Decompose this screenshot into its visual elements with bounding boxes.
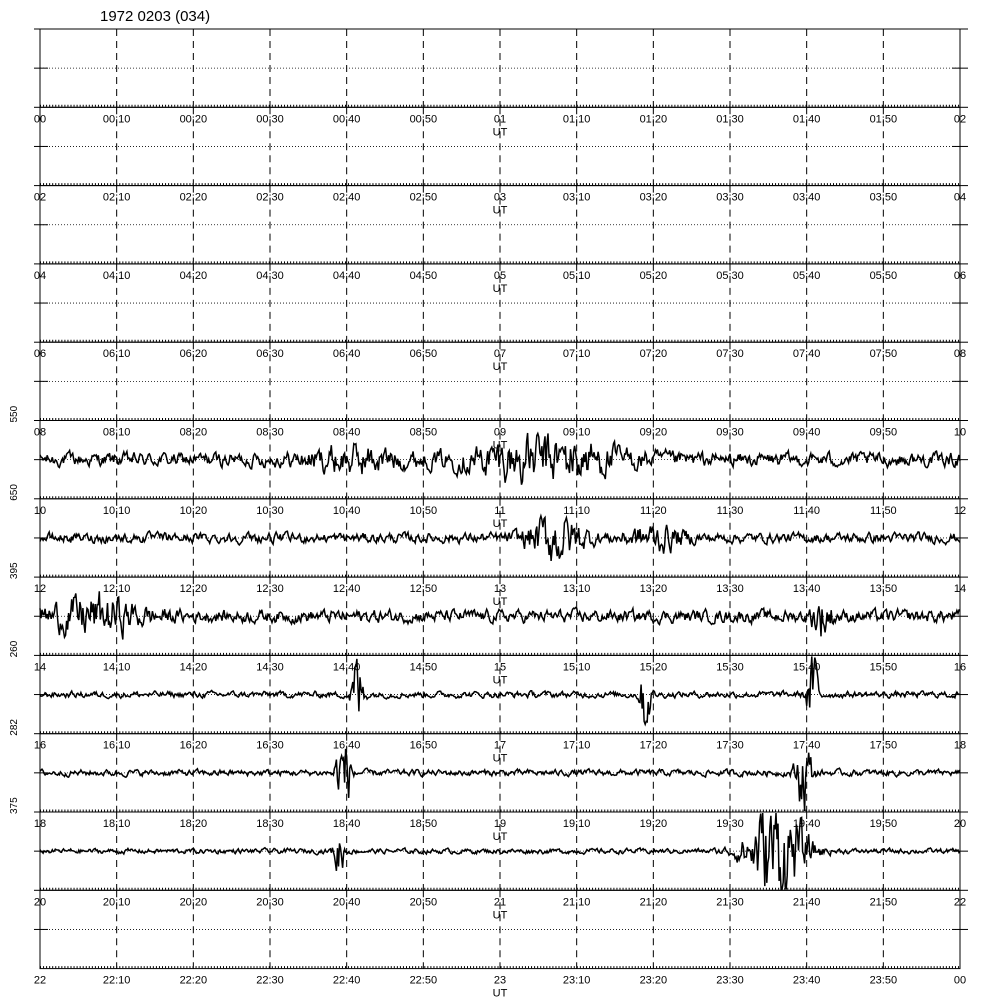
tick-label: 11:10 <box>563 504 591 517</box>
x-axis-label: UT <box>492 831 508 843</box>
tick-label: 16:30 <box>256 739 284 752</box>
tick-label: 10 <box>33 504 47 517</box>
tick-label: 06 <box>33 348 47 361</box>
tick-label: 20:30 <box>256 896 284 909</box>
x-axis-label: UT <box>492 439 508 452</box>
tick-label: 00:40 <box>332 113 361 126</box>
tick-label: 22:20 <box>179 974 208 987</box>
x-axis-label: UT <box>492 596 508 609</box>
tick-label: 02:40 <box>332 191 361 204</box>
x-axis-label: UT <box>492 517 508 530</box>
tick-label: 08:20 <box>179 426 208 439</box>
tick-label: 03 <box>493 191 507 204</box>
tick-label: 17:30 <box>716 739 744 752</box>
tick-label: 14:40 <box>332 661 361 674</box>
tick-label: 22:40 <box>332 974 361 987</box>
tick-label: 18:30 <box>256 818 284 830</box>
tick-label: 00:20 <box>179 113 208 126</box>
tick-label: 21:30 <box>716 896 744 909</box>
tick-label: 04:40 <box>332 269 361 282</box>
tick-label: 02:10 <box>102 191 131 204</box>
tick-label: 23:30 <box>716 974 744 987</box>
tick-label: 04:50 <box>409 269 438 282</box>
tick-label: 15 <box>493 661 507 674</box>
tick-label: 05:40 <box>792 269 821 282</box>
tick-label: 20:50 <box>409 896 438 909</box>
row-gain-label: 650 <box>9 484 20 501</box>
tick-label: 18:10 <box>102 818 131 830</box>
tick-label: 13:40 <box>792 583 821 596</box>
tick-label: 05:50 <box>869 269 898 282</box>
row-gain-label: 550 <box>9 405 20 423</box>
tick-label: 20 <box>953 818 967 830</box>
tick-label: 13:10 <box>562 583 591 596</box>
tick-label: 15:40 <box>792 661 821 674</box>
tick-label: 09:30 <box>716 426 744 439</box>
tick-label: 02 <box>953 113 967 126</box>
tick-label: 11:30 <box>716 504 744 517</box>
tick-label: 11:20 <box>639 504 667 517</box>
tick-label: 21:50 <box>869 896 898 909</box>
tick-label: 23:10 <box>562 974 591 987</box>
tick-label: 10:20 <box>179 504 208 517</box>
tick-label: 07 <box>493 348 507 361</box>
tick-label: 01:10 <box>562 113 591 126</box>
tick-label: 17 <box>493 739 507 752</box>
tick-label: 10:10 <box>102 504 131 517</box>
tick-label: 09:20 <box>639 426 668 439</box>
tick-label: 00 <box>953 974 967 987</box>
tick-label: 08:10 <box>102 426 131 439</box>
tick-label: 14:10 <box>102 661 131 674</box>
tick-label: 13:30 <box>716 583 744 596</box>
tick-label: 13 <box>493 583 507 596</box>
tick-label: 09:40 <box>792 426 821 439</box>
tick-label: 16:20 <box>179 739 208 752</box>
tick-label: 22 <box>953 896 967 909</box>
tick-label: 01:20 <box>639 113 668 126</box>
tick-label: 04 <box>953 191 967 204</box>
tick-label: 09:10 <box>562 426 591 439</box>
tick-label: 01:50 <box>869 113 898 126</box>
tick-label: 03:20 <box>639 191 668 204</box>
tick-label: 08:30 <box>256 426 284 439</box>
tick-label: 21:40 <box>792 896 821 909</box>
tick-label: 19:20 <box>639 818 668 830</box>
tick-label: 12:40 <box>332 583 361 596</box>
x-axis-label: UT <box>492 361 508 374</box>
tick-label: 18 <box>953 739 967 752</box>
x-axis-label: UT <box>492 204 508 217</box>
tick-label: 18:20 <box>179 818 208 830</box>
tick-label: 18:50 <box>409 818 438 830</box>
tick-label: 04 <box>33 269 47 282</box>
tick-label: 20:20 <box>179 896 208 909</box>
tick-label: 21 <box>493 896 507 909</box>
tick-label: 15:30 <box>716 661 744 674</box>
tick-label: 00:50 <box>409 113 438 126</box>
tick-label: 06:30 <box>256 348 284 361</box>
tick-label: 23:50 <box>869 974 898 987</box>
tick-label: 14:30 <box>256 661 284 674</box>
tick-label: 08:40 <box>332 426 361 439</box>
tick-label: 19:50 <box>869 818 898 830</box>
tick-label: 14 <box>953 583 967 596</box>
x-axis-label: UT <box>492 909 508 922</box>
tick-label: 10 <box>953 426 967 439</box>
row-gain-label: 395 <box>9 562 20 580</box>
tick-label: 00:30 <box>256 113 284 126</box>
tick-label: 11:40 <box>793 504 821 517</box>
tick-label: 02 <box>33 191 47 204</box>
tick-label: 07:40 <box>792 348 821 361</box>
tick-label: 06:20 <box>179 348 208 361</box>
tick-label: 12:20 <box>179 583 208 596</box>
tick-label: 07:30 <box>716 348 744 361</box>
tick-label: 06 <box>953 269 967 282</box>
x-axis-label: UT <box>492 126 508 139</box>
tick-label: 05:20 <box>639 269 668 282</box>
tick-label: 10:40 <box>332 504 361 517</box>
tick-label: 10:50 <box>409 504 438 517</box>
tick-label: 16:40 <box>332 739 361 752</box>
row-gain-label: 375 <box>9 797 20 814</box>
tick-label: 12:30 <box>256 583 284 596</box>
tick-label: 22:10 <box>102 974 131 987</box>
tick-label: 01:40 <box>792 113 821 126</box>
tick-label: 05:30 <box>716 269 744 282</box>
tick-label: 14 <box>33 661 47 674</box>
tick-label: 22 <box>33 974 47 987</box>
tick-label: 21:10 <box>562 896 591 909</box>
tick-label: 22:50 <box>409 974 438 987</box>
tick-label: 20 <box>33 896 47 909</box>
tick-label: 01:30 <box>716 113 744 126</box>
tick-label: 09:50 <box>869 426 898 439</box>
tick-label: 02:30 <box>256 191 284 204</box>
tick-label: 06:50 <box>409 348 438 361</box>
tick-label: 16:10 <box>102 739 131 752</box>
tick-label: 23:40 <box>792 974 821 987</box>
tick-label: 15:10 <box>562 661 591 674</box>
row-gain-label: 282 <box>9 719 20 736</box>
x-axis-label: UT <box>492 987 508 1000</box>
tick-label: 17:10 <box>562 739 591 752</box>
tick-label: 08 <box>953 348 967 361</box>
tick-label: 07:10 <box>562 348 591 361</box>
tick-label: 03:30 <box>716 191 744 204</box>
tick-label: 04:10 <box>102 269 131 282</box>
tick-label: 11:50 <box>869 504 897 517</box>
chart-title: 1972 0203 (034) <box>100 8 211 25</box>
tick-label: 15:50 <box>869 661 898 674</box>
tick-label: 11 <box>494 504 506 517</box>
tick-label: 12 <box>953 504 967 517</box>
tick-label: 16 <box>33 739 47 752</box>
x-axis-label: UT <box>492 282 508 295</box>
tick-label: 19:40 <box>792 818 821 830</box>
tick-label: 09 <box>493 426 507 439</box>
tick-label: 17:40 <box>792 739 821 752</box>
tick-label: 19 <box>493 818 507 830</box>
tick-label: 19:30 <box>716 818 744 830</box>
tick-label: 00 <box>33 113 47 126</box>
tick-label: 02:50 <box>409 191 438 204</box>
tick-label: 12 <box>33 583 47 596</box>
tick-label: 00:10 <box>102 113 131 126</box>
chart-rows <box>9 29 968 1000</box>
tick-label: 21:20 <box>639 896 668 909</box>
tick-label: 03:50 <box>869 191 898 204</box>
tick-label: 17:50 <box>869 739 898 752</box>
tick-label: 15:20 <box>639 661 668 674</box>
row-gain-label: 260 <box>9 640 20 658</box>
tick-label: 08:50 <box>409 426 438 439</box>
tick-label: 01 <box>493 113 507 126</box>
tick-label: 07:50 <box>869 348 898 361</box>
tick-label: 12:10 <box>102 583 131 596</box>
tick-label: 18:40 <box>332 818 361 830</box>
tick-label: 22:30 <box>256 974 284 987</box>
tick-label: 03:10 <box>562 191 591 204</box>
tick-label: 06:10 <box>102 348 131 361</box>
tick-label: 18 <box>33 818 47 830</box>
tick-label: 20:40 <box>332 896 361 909</box>
tick-label: 08 <box>33 426 47 439</box>
tick-label: 12:50 <box>409 583 438 596</box>
tick-label: 05 <box>493 269 507 282</box>
tick-label: 10:30 <box>256 504 284 517</box>
tick-label: 23:20 <box>639 974 668 987</box>
tick-label: 02:20 <box>179 191 208 204</box>
tick-label: 06:40 <box>332 348 361 361</box>
tick-label: 03:40 <box>792 191 821 204</box>
tick-label: 14:50 <box>409 661 438 674</box>
tick-label: 04:20 <box>179 269 208 282</box>
tick-label: 20:10 <box>102 896 131 909</box>
tick-label: 07:20 <box>639 348 668 361</box>
tick-label: 16:50 <box>409 739 438 752</box>
tick-label: 13:50 <box>869 583 898 596</box>
x-axis-label: UT <box>492 752 508 765</box>
tick-label: 23 <box>493 974 507 987</box>
tick-label: 19:10 <box>562 818 591 830</box>
tick-label: 05:10 <box>562 269 591 282</box>
tick-label: 14:20 <box>179 661 208 674</box>
tick-label: 16 <box>953 661 967 674</box>
x-axis-label: UT <box>492 674 508 687</box>
tick-label: 13:20 <box>639 583 668 596</box>
tick-label: 17:20 <box>639 739 668 752</box>
tick-label: 04:30 <box>256 269 284 282</box>
